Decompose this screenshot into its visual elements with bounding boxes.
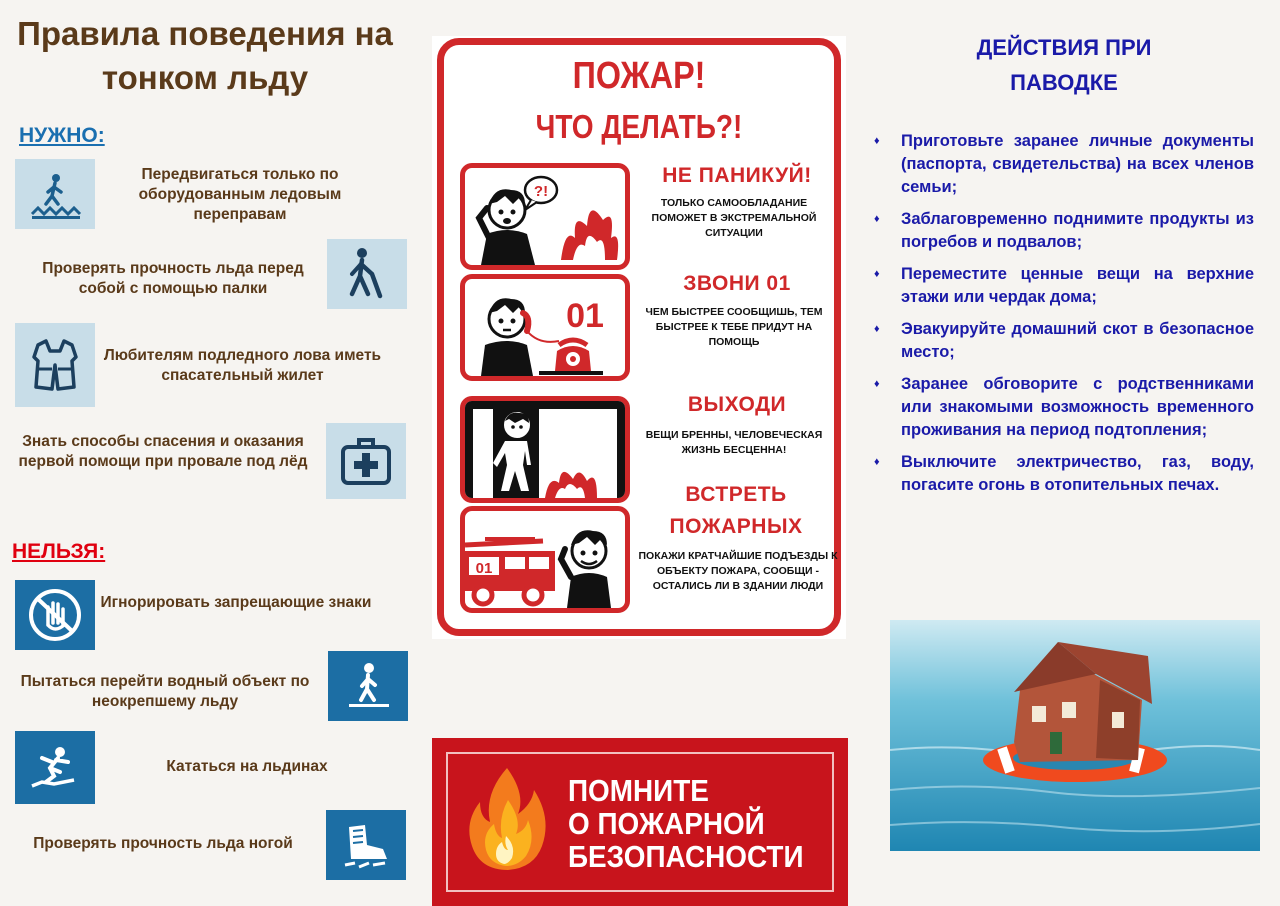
need-item-1-text: Передвигаться только по оборудованным ледовым переправам — [138, 166, 342, 223]
phone-call-illustration — [460, 274, 630, 381]
ice-crossing-icon — [15, 159, 95, 229]
forbid-item-1-text: Игнорировать запрещающие знаки — [100, 594, 372, 611]
flood-title-line-2: ПАВОДКЕ — [1010, 70, 1118, 95]
panic-bubble-text: ?! — [533, 183, 549, 200]
flooded-house-image — [890, 620, 1260, 851]
forbid-heading: НЕЛЬЗЯ: — [12, 540, 106, 563]
diamond-bullet-icon: ♦ — [874, 323, 880, 335]
life-vest-icon — [15, 323, 95, 407]
flood-action-item — [872, 451, 1254, 497]
diamond-bullet-icon: ♦ — [874, 213, 880, 225]
banner-line-1: ПОМНИТЕ — [568, 773, 709, 808]
walking-on-ice-icon — [328, 651, 408, 721]
step-1-text: ТОЛЬКО САМООБЛАДАНИЕ ПОМОЖЕТ В ЭКСТРЕМАЛЬНОЙ СИТУАЦИИ — [651, 197, 817, 239]
boot-kick-icon — [326, 810, 406, 880]
banner-text — [568, 774, 804, 873]
forbid-item-4-text: Проверять прочность льда ногой — [33, 835, 293, 852]
flood-actions-list — [872, 130, 1254, 506]
flame-icon — [462, 764, 552, 874]
ice-floe-surfer-icon — [15, 731, 95, 804]
poster-title-fire: ПОЖАР! — [572, 55, 706, 97]
stop-hand-icon — [15, 580, 95, 650]
flood-action-item — [872, 318, 1254, 364]
ice-rules-title: Правила поведения на тонком льду — [17, 15, 393, 96]
step-4-heading: ВСТРЕТЬ ПОЖАРНЫХ — [669, 483, 803, 538]
need-item-3-text: Любителям подледного лова иметь спасательный жилет — [103, 347, 382, 384]
fire-truck-illustration — [460, 506, 630, 613]
step-2-text: ЧЕМ БЫСТРЕЕ СООБЩИШЬ, ТЕМ БЫСТРЕЕ К ТЕБЕ ПРИДУТ НА ПОМОЩЬ — [645, 306, 823, 348]
banner-line-2: О ПОЖАРНОЙ — [568, 806, 765, 841]
flood-action-item — [872, 130, 1254, 199]
exit-illustration — [460, 396, 630, 503]
flood-action-text: Переместите ценные вещи на верхние этажи или чердак дома; — [901, 265, 1254, 306]
diamond-bullet-icon: ♦ — [874, 135, 880, 147]
banner-line-3: БЕЗОПАСНОСТИ — [568, 839, 804, 874]
flood-action-item — [872, 263, 1254, 309]
forbid-item-2-text: Пытаться перейти водный объект по неокрепшему льду — [20, 673, 310, 710]
step-1-heading: НЕ ПАНИКУЙ! — [662, 164, 812, 187]
forbid-item-3-text: Кататься на льдинах — [166, 758, 328, 775]
need-item-2-text: Проверять прочность льда перед собой с помощью палки — [42, 260, 304, 297]
fire-safety-banner — [432, 738, 848, 906]
poster-title-what-to-do: ЧТО ДЕЛАТЬ?! — [535, 108, 743, 145]
step-4-text: ПОКАЖИ КРАТЧАЙШИЕ ПОДЪЕЗДЫ К ОБЪЕКТУ ПОЖАРА, СООБЩИ - ОСТАЛИСЬ ЛИ В ЗДАНИИ ЛЮДИ — [638, 550, 838, 592]
flood-action-text: Эвакуируйте домашний скот в безопасное место; — [901, 320, 1254, 361]
flood-action-item — [872, 373, 1254, 442]
step-3-heading: ВЫХОДИ — [687, 393, 787, 416]
step-2-heading: ЗВОНИ 01 — [683, 272, 791, 295]
fire-safety-poster — [432, 36, 846, 639]
first-aid-kit-icon — [326, 423, 406, 499]
flood-action-text: Заблаговременно поднимите продукты из погребов и подвалов; — [901, 210, 1254, 251]
flood-action-item — [872, 208, 1254, 254]
truck-number-text: 01 — [475, 560, 493, 577]
walking-stick-icon — [327, 239, 407, 309]
need-item-4-text: Знать способы спасения и оказания первой помощи при провале под лёд — [18, 433, 308, 470]
step-3-text: ВЕЩИ БРЕННЫ, ЧЕЛОВЕЧЕСКАЯ ЖИЗНЬ БЕСЦЕННА! — [645, 429, 823, 456]
diamond-bullet-icon: ♦ — [874, 378, 880, 390]
flood-action-text: Заранее обговорите с родственниками или знакомыми возможность временного проживания на период подтопления; — [901, 375, 1254, 439]
flood-action-text: Приготовьте заранее личные документы (паспорта, свидетельства) на всех членов семьи; — [901, 132, 1254, 196]
diamond-bullet-icon: ♦ — [874, 268, 880, 280]
diamond-bullet-icon: ♦ — [874, 456, 880, 468]
need-heading: НУЖНО: — [19, 124, 105, 147]
flood-title-line-1: ДЕЙСТВИЯ ПРИ — [976, 35, 1152, 60]
panic-illustration — [460, 163, 630, 270]
flood-title — [934, 30, 1194, 100]
flood-action-text: Выключите электричество, газ, воду, погасите огонь в отопительных печах. — [901, 453, 1254, 494]
phone-number-text: 01 — [566, 297, 604, 335]
